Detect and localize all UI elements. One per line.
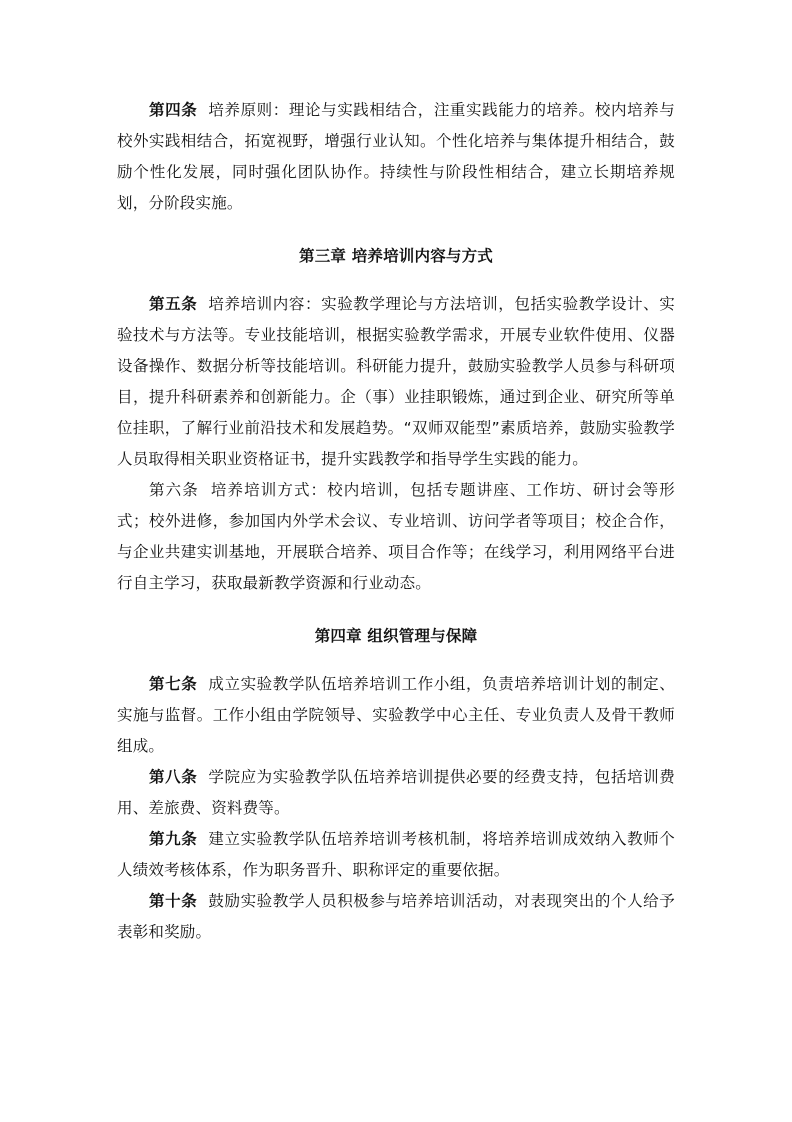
article-9-text: 建立实验教学队伍培养培训考核机制，将培养培训成效纳入教师个人绩效考核体系，作为职务晋升、职称评定的重要依据。 bbox=[117, 830, 675, 879]
article-7-text: 成立实验教学队伍培养培训工作小组，负责培养培训计划的制定、实施与监督。工作小组由学院领导、实验教学中心主任、专业负责人及骨干教师组成。 bbox=[117, 675, 675, 755]
article-4-label: 第四条 bbox=[149, 101, 198, 119]
article-8-label: 第八条 bbox=[149, 768, 198, 786]
chapter-3-heading: 第三章 培养培训内容与方式 bbox=[299, 247, 493, 265]
article-8 bbox=[117, 762, 675, 824]
article-6 bbox=[117, 475, 675, 599]
article-10-text: 鼓励实验教学人员积极参与培养培训活动，对表现突出的个人给予表彰和奖励。 bbox=[117, 892, 675, 941]
article-5-label: 第五条 bbox=[149, 295, 198, 313]
article-6-text: 培养培训方式：校内培训，包括专题讲座、工作坊、研讨会等形式；校外进修，参加国内外学术会议、专业培训、访问学者等项目；校企合作，与企业共建实训基地，开展联合培养、项目合作等；在线学习，利用网络平台进行自主学习，获取最新教学资源和行业动态。 bbox=[117, 481, 675, 592]
chapter-4-heading: 第四章 组织管理与保障 bbox=[314, 627, 478, 645]
document-body bbox=[117, 95, 675, 948]
article-10-label: 第十条 bbox=[149, 892, 198, 910]
article-7 bbox=[117, 669, 675, 762]
article-4 bbox=[117, 95, 675, 219]
article-6-label: 第六条 bbox=[149, 481, 199, 499]
article-5-text: 培养培训内容：实验教学理论与方法培训，包括实验教学设计、实验技术与方法等。专业技能培训，根据实验教学需求，开展专业软件使用、仪器设备操作、数据分析等技能培训。科研能力提升，鼓励实验教学人员参与科研项目，提升科研素养和创新能力。企（事）业挂职锻炼，通过到企业、研究所等单位挂职，了解行业前沿技术和发展趋势。“双师双能型”素质培养，鼓励实验教学人员取得相关职业资格证书，提升实践教学和指导学生实践的能力。 bbox=[117, 295, 675, 468]
article-10 bbox=[117, 886, 675, 948]
article-7-label: 第七条 bbox=[149, 675, 198, 693]
article-5 bbox=[117, 289, 675, 475]
article-9-label: 第九条 bbox=[149, 830, 198, 848]
article-4-text: 培养原则：理论与实践相结合，注重实践能力的培养。校内培养与校外实践相结合，拓宽视野，增强行业认知。个性化培养与集体提升相结合，鼓励个性化发展，同时强化团队协作。持续性与阶段性相结合，建立长期培养规划，分阶段实施。 bbox=[117, 101, 675, 212]
article-8-text: 学院应为实验教学队伍培养培训提供必要的经费支持，包括培训费用、差旅费、资料费等。 bbox=[117, 768, 675, 817]
article-9 bbox=[117, 824, 675, 886]
